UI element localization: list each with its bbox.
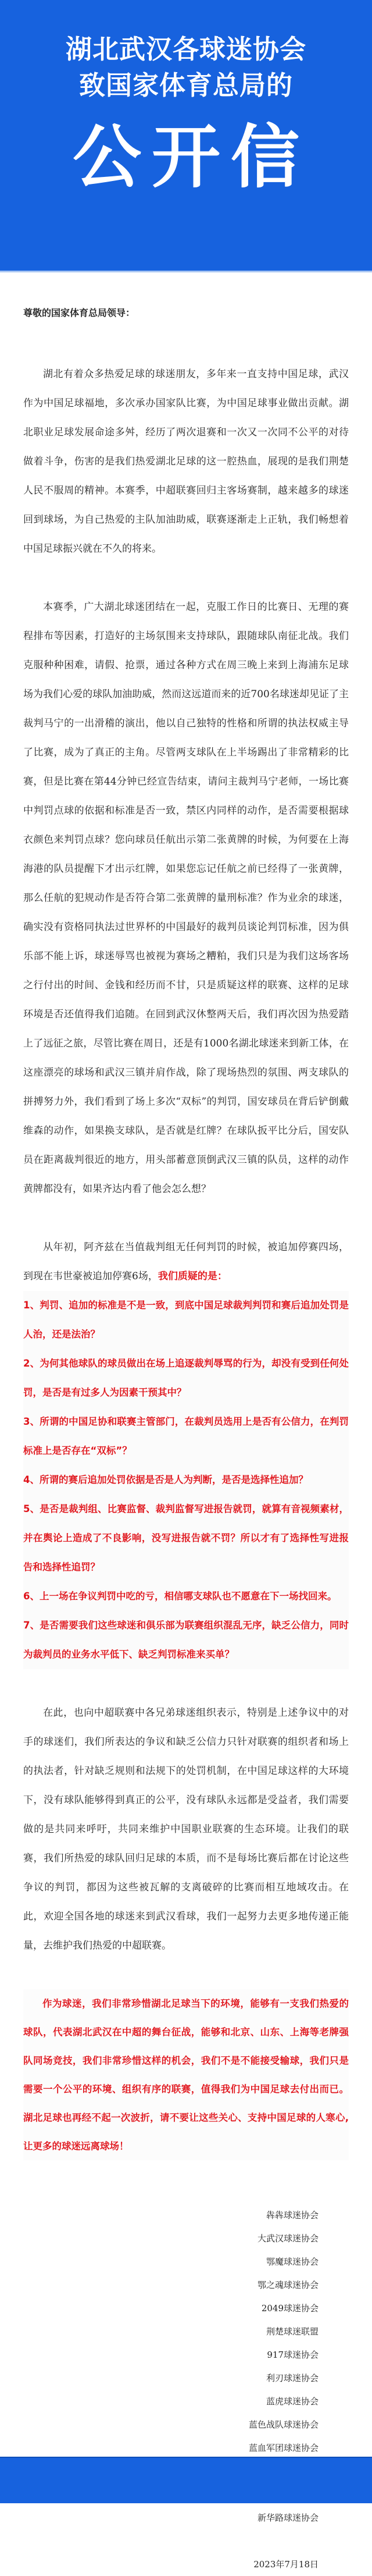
header-banner [0, 0, 372, 272]
question-item: 4、所谓的赛后追加处罚依据是否是人为判断，是否是选择性追加？ [23, 1466, 349, 1495]
signatory: 新华路球迷协会 [257, 2513, 319, 2523]
question-intro: 我们质疑的是： [158, 1271, 227, 1282]
question-list [23, 1291, 349, 1669]
title-line-2: 致国家体育总局的 [78, 70, 293, 101]
signatory: 鄂之魂球迷协会 [257, 2280, 319, 2290]
signatory: 犇犇球迷协会 [266, 2210, 319, 2220]
paragraph-intro: 湖北有着众多热爱足球的球迷朋友，多年来一直支持中国足球，武汉作为中国足球福地，多次承办国家队比赛，为中国足球事业做出贡献。湖北职业足球发展命途多舛，经历了两次退赛和一次又一次同不公平的对待做着斗争，伤害的是我们热爱湖北足球的这一腔热血，展现的是我们荆楚人民不服周的精神。本赛季，中超联赛回归主客场赛制，越来越多的球迷回到球场，为自己热爱的主队加油助威，联赛逐渐走上正轨，我们畅想着中国足球振兴就在不久的将来。 [23, 368, 349, 555]
question-item: 1、判罚、追加的标准是不是一致，到底中国足球裁判判罚和赛后追加处罚是人治，还是法治？ [23, 1291, 349, 1349]
salutation: 尊敬的国家体育总局领导： [23, 307, 135, 318]
question-item: 6、上一场在争议判罚中吃的亏，相信哪支球队也不愿意在下一场找回来。 [23, 1582, 349, 1611]
title-main: 公开信 [72, 116, 310, 197]
closing-statement: 作为球迷，我们非常珍惜湖北足球当下的环境，能够有一支我们热爱的球队，代表湖北武汉在中超的舞台征战，能够和北京、山东、上海等老牌强队同场竞技，我们非常珍惜这样的机会，我们不是不能接受输球，我们只是需要一个公平的环境、组织有序的联赛，值得我们为中国足球去付出而已。湖北足球也再经不起一次波折，请不要让这些关心、支持中国足球的人寒心,让更多的球迷远离球场！ [23, 1989, 349, 2160]
paragraph-to-fans: 在此，也向中超联赛中各兄弟球迷组织表示，特别是上述争议中的对手的球迷们，我们所表达的争议和缺乏公信力只针对联赛的组织者和场上的执法者，针对缺乏规则和法规下的处罚机制，在中国足球这样的大环境下，没有球队能够得到真正的公平，没有球队永远都是受益者，我们需要做的是共同来呼吁，共同来维护中国职业联赛的生态环境。让我们的联赛，我们所热爱的球队回归足球的本质，而不是每场比赛后都在讨论这些争议的判罚，都因为这些被瓦解的支离破碎的比赛而相互地域攻击。在此，欢迎全国各地的球迷来到武汉看球，我们一起努力去更多地传递正能量，去维护我们热爱的中超联赛。 [23, 1707, 349, 1951]
signatory: 2049球迷协会 [261, 2303, 319, 2314]
question-item: 7、是否需要我们这些球迷和俱乐部为联赛组织混乱无序，缺乏公信力，同时为裁判员的业务水平低下、缺乏判罚标准来买单？ [23, 1611, 349, 1669]
signatory: 大武汉球迷协会 [257, 2233, 319, 2244]
title-line-1: 湖北武汉各球迷协会 [65, 34, 306, 65]
letter-date: 2023年7月18日 [253, 2559, 319, 2570]
signatory: 鄂魔球迷协会 [266, 2256, 319, 2267]
question-item: 2、为何其他球队的球员做出在场上追逐裁判辱骂的行为，却没有受到任何处罚，是否是有过多人为因素干预其中？ [23, 1349, 349, 1407]
paragraph-suspensions [23, 1233, 349, 1291]
signatory-list [23, 2204, 349, 2576]
signatory: 蓝虎球迷协会 [266, 2396, 319, 2407]
signatory: 917球迷协会 [267, 2350, 319, 2360]
signatory: 利刃球迷协会 [266, 2373, 319, 2383]
signatory: 蓝色战队球迷协会 [248, 2419, 319, 2430]
paragraph-season: 本赛季，广大湖北球迷团结在一起，克服工作日的比赛日、无理的赛程排布等因素，打造好的主场氛围来支持球队，跟随球队南征北战。我们克服种种困难，请假、抢票，通过各种方式在周三晚上来到上海浦东足球场为我们心爱的球队加油助威，然而这远道而来的近700名球迷却见证了主裁判马宁的一出滑稽的演出，他以自己独特的性格和所谓的执法权威主导了比赛，成为了真正的主角。尽管两支球队在上半场踢出了非常精彩的比赛，但是比赛在第44分钟已经宣告结束，请问主裁判马宁老师，一场比赛中判罚点球的依据和标准是否一致，禁区内同样的动作，是否需要根据球衣颜色来判罚点球？您向球员任航出示第二张黄牌的时候，为何要在上海海港的队员提醒下才出示红牌，如果您忘记任航之前已经得了一张黄牌，那么任航的犯规动作是否符合第二张黄牌的量刑标准？作为业余的球迷，确实没有资格同执法过世界杯的中国最好的裁判员谈论判罚标准，因为俱乐部不能上诉，球迷辱骂也被视为赛场之糟粕，我们只是为我们这场客场之行付出的时间、金钱和经历而不甘，只是质疑这样的联赛、这样的足球环境是否还值得我们追随。在回到武汉休整两天后，我们再次因为热爱踏上了远征之旅，尽管比赛在周日，还是有1000名湖北球迷来到新工体，在这座漂亮的球场和武汉三镇并肩作战，除了现场热烈的氛围、两支球队的拼搏努力外，我们看到了场上多次“双标”的判罚，国安球员在背后铲倒戴维森的动作，如果换支球队，是否就是红牌？在球队扳平比分后，国安队员在距离裁判很近的地方，用头部蓄意顶倒武汉三镇的队员，这样的动作黄牌都没有，如果齐达内看了他会怎么想？ [23, 601, 349, 1195]
letter-body [0, 272, 372, 2576]
footer-banner [0, 2457, 372, 2503]
signatory: 蓝血军团球迷协会 [248, 2443, 319, 2453]
question-item: 3、所谓的中国足协和联赛主管部门，在裁判员选用上是否有公信力，在判罚标准上是否存在“双标”？ [23, 1407, 349, 1466]
question-item: 5、是否是裁判组、比赛监督、裁判监督写进报告就罚，就算有音视频素材，并在舆论上造成了不良影响，没写进报告就不罚？所以才有了选择性写进报告和选择性追罚？ [23, 1495, 349, 1582]
paragraph-suspensions-text: 从年初，阿齐兹在当值裁判组无任何判罚的时候，被追加停赛四场，到现在韦世豪被追加停赛6场， [23, 1241, 349, 1282]
signatory: 荆楚球迷联盟 [266, 2326, 319, 2337]
